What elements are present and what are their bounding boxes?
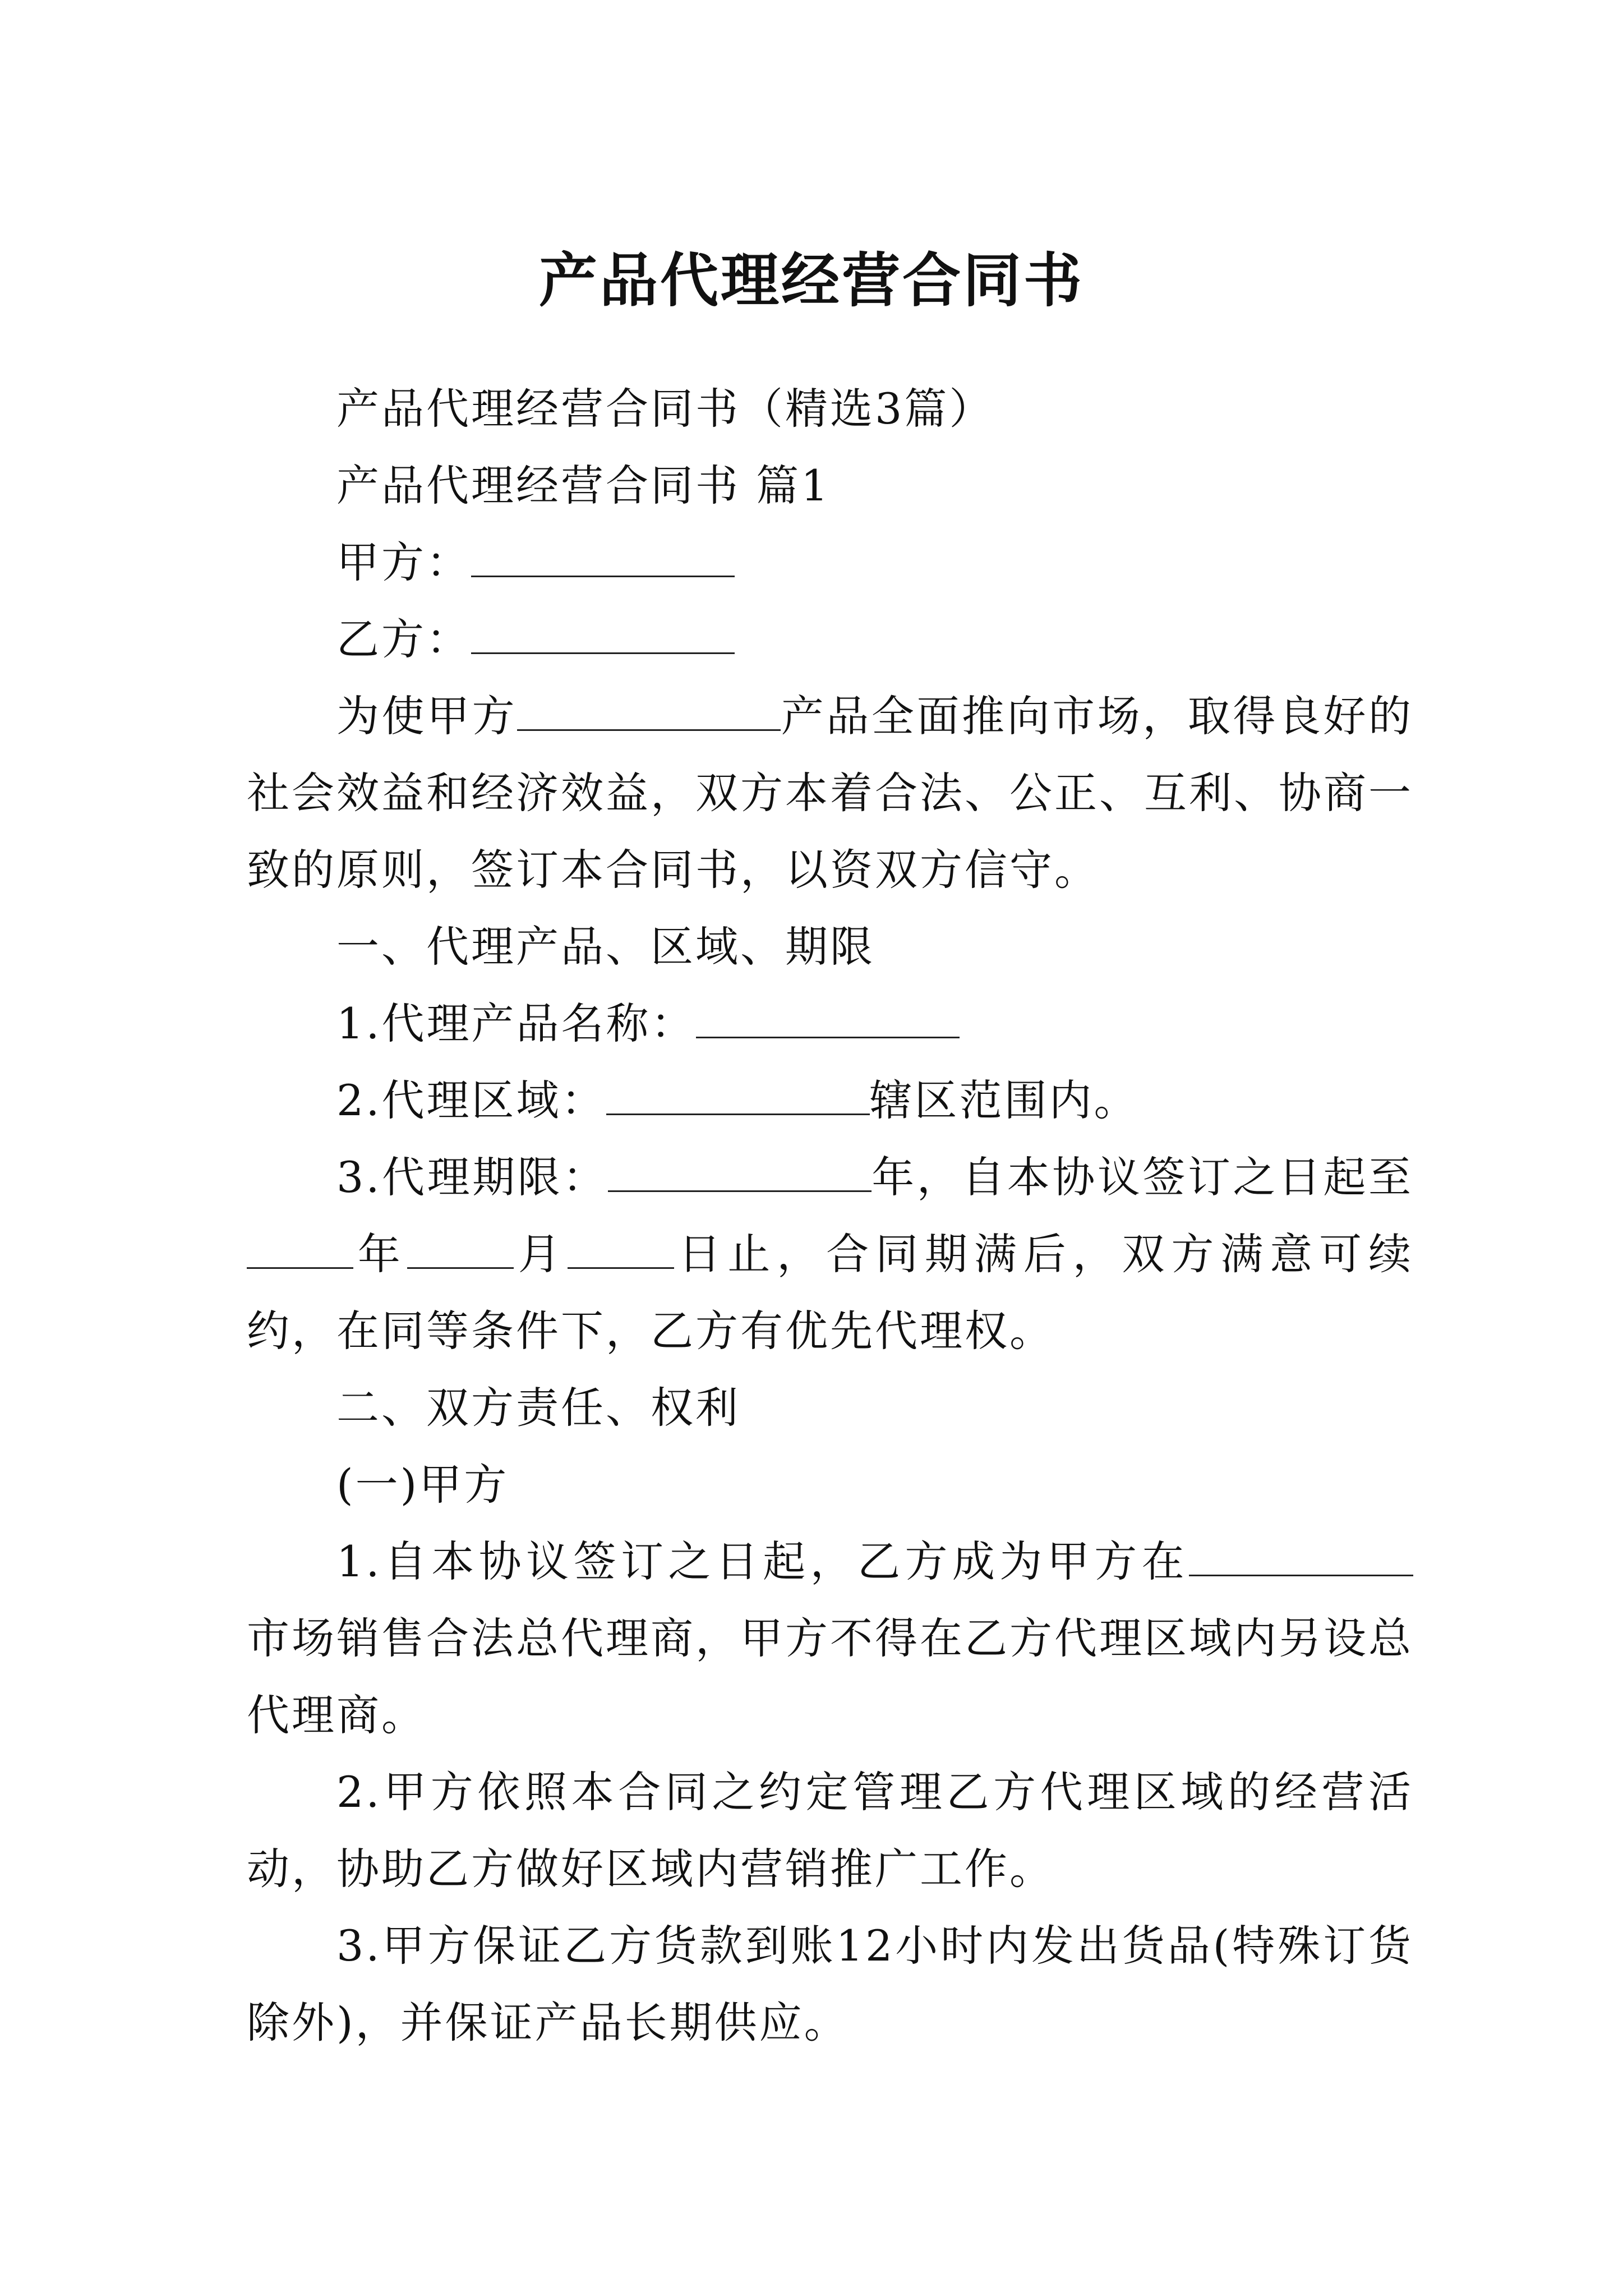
paragraph-text: 2.代理区域： [336,1075,606,1125]
paragraph-party-b [247,601,1413,678]
fill-in-blank[interactable] [568,1228,674,1269]
paragraph-subtitle [247,370,1413,447]
paragraph-item-1-3 [247,1139,1413,1369]
fill-in-blank[interactable] [696,997,960,1038]
paragraph-item-2-1 [247,1523,1413,1754]
paragraph-text: 1.代理产品名称： [336,999,696,1048]
paragraph-text: 产品全面推向市场，取得良好的社会效益和经济效益，双方本着合法、公正、互利、协商一致的原则，签订本合同书，以资双方信守。 [247,691,1414,895]
paragraph-text: 辖区范围内。 [869,1075,1139,1125]
paragraph-text: 3.代理期限： [336,1152,608,1202]
document-title: 产品代理经营合同书 [538,245,1084,315]
paragraph-text: 一、代理产品、区域、期限 [336,922,875,972]
fill-in-blank[interactable] [471,613,735,654]
paragraph-item-2-3 [247,1907,1413,2061]
paragraph-party-a [247,524,1413,601]
paragraph-preamble [247,678,1413,908]
paragraph-text: 乙方： [336,614,471,664]
paragraph-text: 1.自本协议签订之日起，乙方成为甲方在 [336,1536,1189,1586]
document-body [247,370,1413,2061]
paragraph-text: 甲方： [336,537,471,587]
paragraph-item-2-2 [247,1754,1413,1907]
paragraph-text: 3.甲方保证乙方货款到账12小时内发出货品(特殊订货除外)，并保证产品长期供应。 [247,1921,1413,2047]
fill-in-blank[interactable] [517,690,781,731]
paragraph-text: 日止，合同期满后，双方满意可续约，在同等条件下，乙方有优先代理权。 [247,1229,1414,1356]
paragraph-section-1 [247,908,1413,985]
paragraph-text: 产品代理经营合同书（精选3篇） [336,384,994,434]
fill-in-blank[interactable] [1189,1535,1413,1576]
paragraph-text: 市场销售合法总代理商，甲方不得在乙方代理区域内另设总代理商。 [247,1613,1413,1740]
fill-in-blank[interactable] [247,1228,353,1269]
paragraph-text: 年 [353,1229,407,1279]
paragraph-section-2 [247,1369,1413,1446]
paragraph-text: 年，自本协议签订之日起至 [871,1152,1414,1202]
paragraph-text: 二、双方责任、权利 [336,1383,740,1433]
paragraph-item-1-2 [247,1062,1413,1139]
paragraph-text: 月 [513,1229,568,1279]
fill-in-blank[interactable] [471,536,735,577]
paragraph-text: 产品代理经营合同书 篇1 [336,461,831,510]
paragraph-sub-section-a [247,1446,1413,1523]
fill-in-blank[interactable] [608,1151,872,1192]
paragraph-article-heading [247,447,1413,524]
paragraph-item-1-1 [247,985,1413,1062]
paragraph-text: 为使甲方 [336,691,518,741]
paragraph-text: 2.甲方依照本合同之约定管理乙方代理区域的经营活动，协助乙方做好区域内营销推广工作。 [247,1767,1413,1894]
paragraph-text: (一)甲方 [336,1460,509,1510]
fill-in-blank[interactable] [606,1074,870,1115]
fill-in-blank[interactable] [407,1228,514,1269]
